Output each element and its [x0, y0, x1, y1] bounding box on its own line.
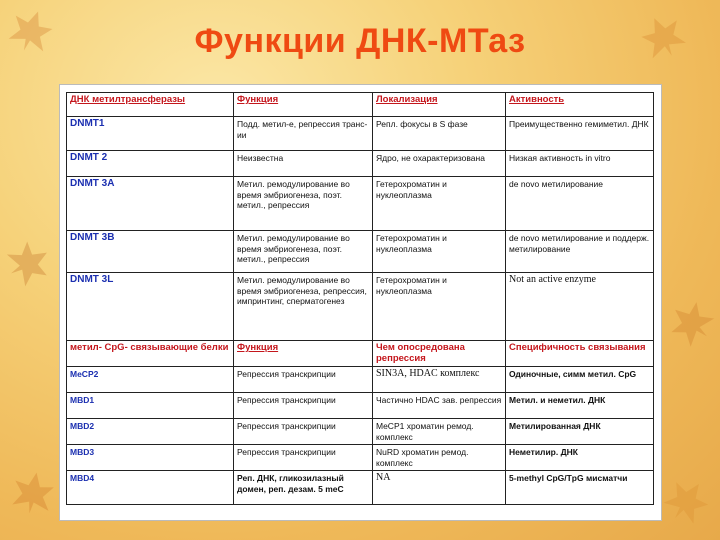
table-row [67, 151, 654, 177]
specificity-cell: Метилированная ДНК [506, 419, 654, 445]
activity-cell: de novo метилирование [506, 177, 654, 231]
table-row [67, 117, 654, 151]
specificity-cell: Одиночные, симм метил. CpG [506, 367, 654, 393]
table-row [67, 393, 654, 419]
repression-cell: Частично HDAC зав. репрессия [373, 393, 506, 419]
function-cell: Метил. ремодулирование во время эмбриогенеза, поэт. метил., репрессия [234, 177, 373, 231]
protein-name: MBD3 [67, 445, 234, 471]
table-panel [59, 84, 662, 521]
repression-cell: NA [373, 471, 506, 505]
localization-cell: Ядро, не охарактеризована [373, 151, 506, 177]
protein-name: MBD2 [67, 419, 234, 445]
dnmt-table [66, 92, 654, 505]
enzyme-name: DNMT 3B [67, 231, 234, 273]
localization-cell: Репл. фокусы в S фазе [373, 117, 506, 151]
specificity-cell: 5-methyl CpG/TpG мисматчи [506, 471, 654, 505]
repression-cell: MeCP1 хроматин ремод. комплекс [373, 419, 506, 445]
header-repression-mediator: Чем опосредована репрессия [373, 341, 506, 367]
header-function: Функция [234, 341, 373, 367]
protein-name: MBD4 [67, 471, 234, 505]
activity-cell: Преимущественно гемиметил. ДНК [506, 117, 654, 151]
leaf-decoration [659, 291, 720, 356]
enzyme-name: DNMT 2 [67, 151, 234, 177]
header-binding-specificity: Специфичность связывания [506, 341, 654, 367]
table-row [67, 445, 654, 471]
header-mbd: метил- СрG- связывающие белки [67, 341, 234, 367]
header-localization: Локализация [373, 93, 506, 117]
repression-cell: NuRD хроматин ремод. комплекс [373, 445, 506, 471]
enzyme-name: DNMT 3A [67, 177, 234, 231]
table-row [67, 273, 654, 341]
header-function: Функция [234, 93, 373, 117]
activity-cell: Низкая активность in vitro [506, 151, 654, 177]
function-cell: Подд. метил-е, репрессия транс-ии [234, 117, 373, 151]
header-activity: Активность [506, 93, 654, 117]
leaf-decoration [655, 469, 719, 533]
table1-header-row [67, 93, 654, 117]
table-row [67, 471, 654, 505]
enzyme-name: DNMT1 [67, 117, 234, 151]
leaf-decoration [0, 232, 60, 295]
table2-header-row [67, 341, 654, 367]
function-cell: Метил. ремодулирование во время эмбриогенеза, репрессия, импринтинг, сперматогенез [234, 273, 373, 341]
function-cell: Репрессия транскрипции [234, 367, 373, 393]
specificity-cell: Неметилир. ДНК [506, 445, 654, 471]
function-cell: Репрессия транскрипции [234, 445, 373, 471]
localization-cell: Гетерохроматин и нуклеоплазма [373, 273, 506, 341]
function-cell: Неизвестна [234, 151, 373, 177]
leaf-decoration [6, 466, 59, 519]
activity-cell: Not an active enzyme [506, 273, 654, 341]
localization-cell: Гетерохроматин и нуклеоплазма [373, 231, 506, 273]
function-cell: Метил. ремодулирование во время эмбриогенеза, поэт. метил., репрессия [234, 231, 373, 273]
table-row [67, 419, 654, 445]
function-cell: Репрессия транскрипции [234, 393, 373, 419]
repression-cell: SIN3A, HDAC комплекс [373, 367, 506, 393]
header-dnmt: ДНК метилтрансферазы [67, 93, 234, 117]
table-row [67, 231, 654, 273]
activity-cell: de novo метилирование и поддерж. метилирование [506, 231, 654, 273]
specificity-cell: Метил. и неметил. ДНК [506, 393, 654, 419]
localization-cell: Гетерохроматин и нуклеоплазма [373, 177, 506, 231]
slide-title: Функции ДНК-МТаз [194, 22, 526, 60]
function-cell: Реп. ДНК, гликозилазный домен, реп. дезам. 5 meC [234, 471, 373, 505]
protein-name: MeCP2 [67, 367, 234, 393]
protein-name: MBD1 [67, 393, 234, 419]
table-row [67, 177, 654, 231]
enzyme-name: DNMT 3L [67, 273, 234, 341]
function-cell: Репрессия транскрипции [234, 419, 373, 445]
table-row [67, 367, 654, 393]
